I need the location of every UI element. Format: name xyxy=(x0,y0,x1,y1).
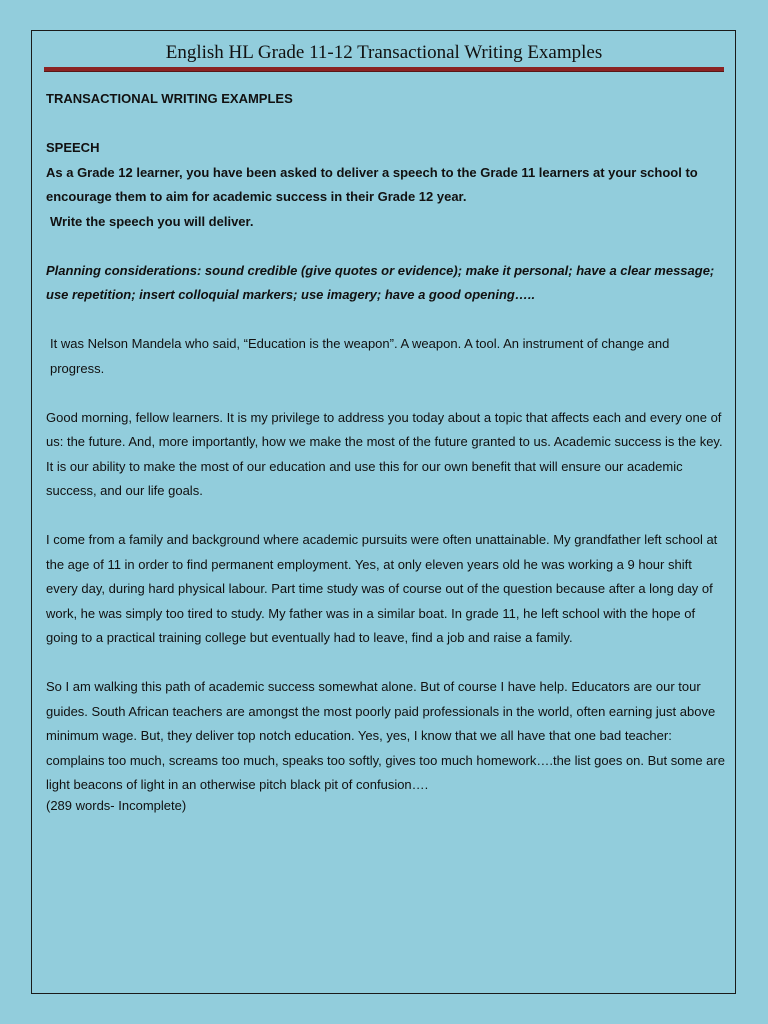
page-title: English HL Grade 11-12 Transactional Writing Examples xyxy=(165,42,603,63)
spacer xyxy=(46,504,726,529)
title-divider xyxy=(44,67,724,71)
document-body xyxy=(46,87,726,814)
speech-paragraph-3: So I am walking this path of academic success somewhat alone. But of course I have help. Educators are our tour guides. South African teachers are amongst the most poorly paid professionals in the world, often earning just above minimum wage. But, they deliver top notch education. Yes, yes, I know that we all have that one bad teacher: complains too much, screams too much, speaks too softly, gives too much homework….the list goes on. But some are light beacons of light in an otherwise pitch black pit of confusion…. xyxy=(46,679,725,792)
task-type-heading: SPEECH xyxy=(46,140,100,155)
spacer xyxy=(46,234,726,259)
spacer xyxy=(46,381,726,406)
planning-considerations: Planning considerations: sound credible (give quotes or evidence); make it personal; have a clear message; use repetition; insert colloquial markers; use imagery; have a good opening….. xyxy=(46,262,715,302)
spacer xyxy=(46,651,726,676)
speech-paragraph-1: Good morning, fellow learners. It is my privilege to address you today about a topic that affects each and every one of us: the future. And, more importantly, how we make the most of the future granted to us. Academic success is the key. It is our ability to make the most of our education and use this for our own benefit that will ensure our academic success, and our life goals. xyxy=(46,409,723,498)
speech-opening: It was Nelson Mandela who said, “Education is the weapon”. A weapon. A tool. An instrument of change and progress. xyxy=(50,336,670,376)
word-count-note: (289 words- Incomplete) xyxy=(46,797,187,813)
spacer xyxy=(46,112,726,137)
task-instruction: As a Grade 12 learner, you have been asked to deliver a speech to the Grade 11 learners at your school to encourage them to aim for academic success in their Grade 12 year. xyxy=(46,164,698,204)
section-heading: TRANSACTIONAL WRITING EXAMPLES xyxy=(46,91,293,106)
task-prompt: Write the speech you will deliver. xyxy=(50,213,254,229)
speech-paragraph-2: I come from a family and background where academic pursuits were often unattainable. My grandfather left school at the age of 11 in order to find permanent employment. Yes, at only eleven years old he was working a 9 hour shift every day, during hard physical labour. Part time study was of course out of the question because after a long day of work, he was simply too tired to study. My father was in a similar boat. In grade 11, he left school with the hope of going to a practical training college but eventually had to leave, find a job and raise a family. xyxy=(46,532,718,645)
spacer xyxy=(46,308,726,333)
